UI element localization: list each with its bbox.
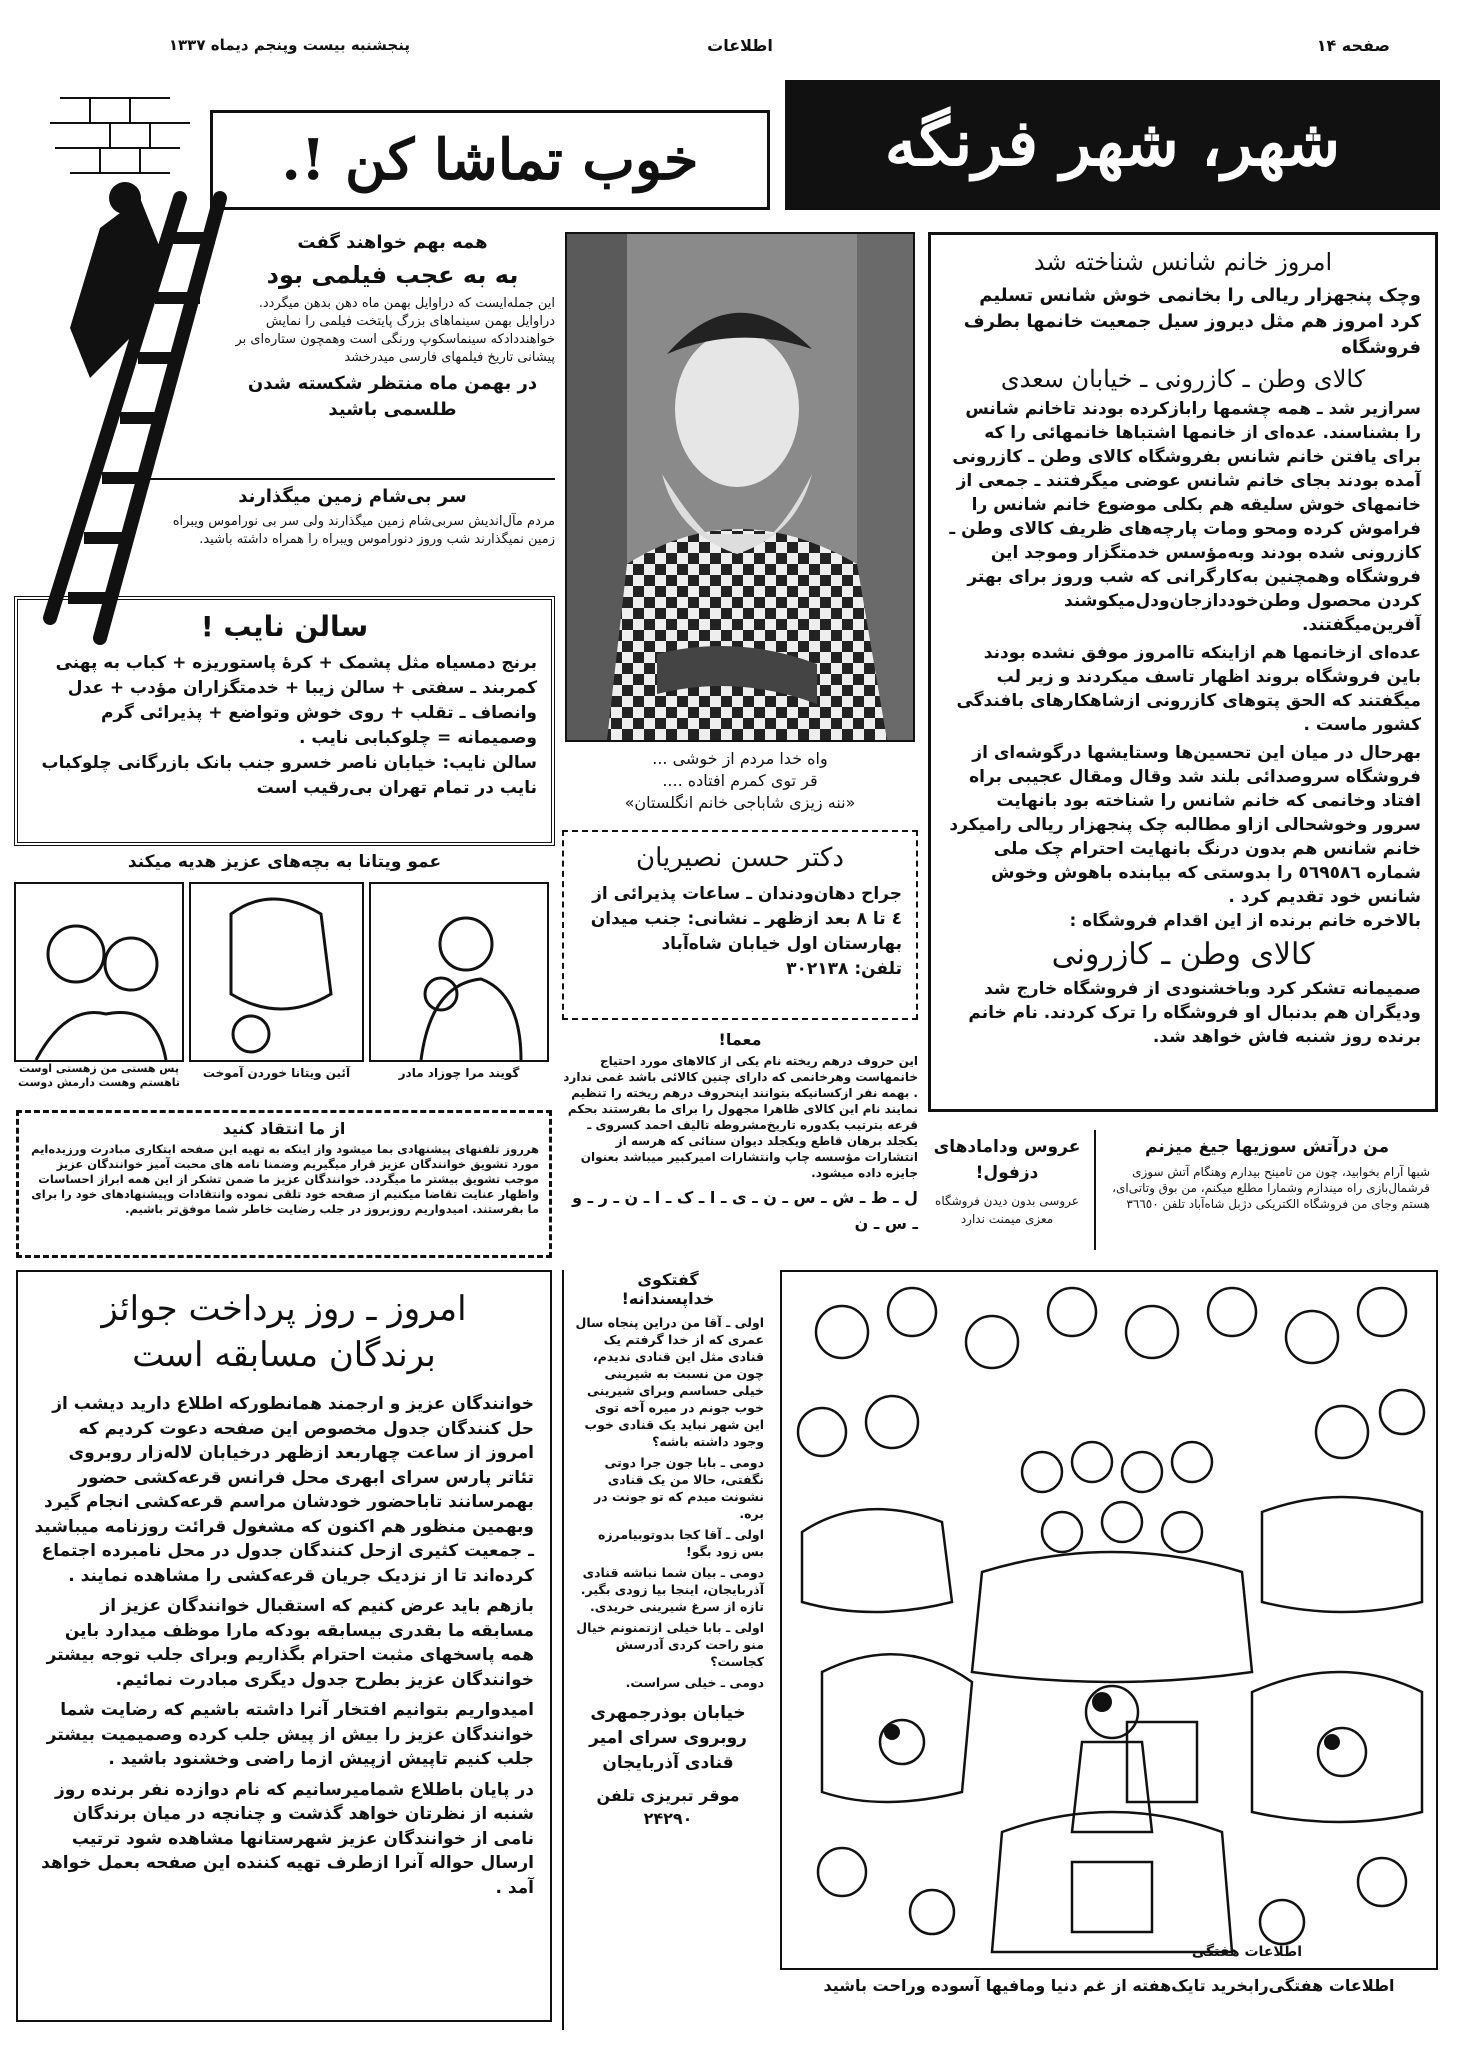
- vitana-caption-3: پس هستی من زهستی اوست تاهستم وهست دارمش دوست: [17, 1062, 181, 1089]
- vitana-caption-2: آئین ویتانا خوردن آموخت: [202, 1066, 351, 1080]
- lucky-para-2: عده‌ای ازخانمها هم ازاینکه تاامروز موفق نشده بودند باین فروشگاه بروند اظهار تاسف میکردند و زیر لب میگفتند که الحق پتوهای کازرونی ازشاهکارهای بافندگی کشور ماست .: [956, 643, 1421, 735]
- salon-title: سالن نایب !: [200, 610, 369, 643]
- lucky-lady-story: [928, 232, 1438, 1112]
- section-title-text: شهر، شهر فرنگه: [884, 106, 1341, 181]
- photo-caption-line2: قر توی کمرم افتاده ....: [662, 771, 818, 790]
- photo-caption-line3: «ننه زیزی شاباجی خانم انگلستان»: [624, 793, 856, 812]
- prize-para-3: امیدواریم بتوانیم افتخار آنرا داشته باشیم که رضایت شما خوانندگان عزیز را بیش از پیش جلب کرده وصمیمیت بیشتر جلب کنیم تاپیش ازپیش ازما راضی وخشنود باشید .: [46, 1700, 534, 1769]
- lucky-para-4: بالاخره خانم برنده از این اقدام فروشگاه :: [1069, 911, 1421, 931]
- doctor-name: دکتر حسن نصیریان: [636, 843, 844, 873]
- dinner-story: [150, 486, 555, 598]
- vitana-caption-1: گویند مرا چوزاد مادر: [398, 1066, 520, 1080]
- divider: [150, 478, 555, 480]
- film-headline: به به عجب فیلمی بود: [266, 261, 519, 289]
- doctor-phone: تلفن: ۳۰۲۱۳۸: [786, 959, 902, 979]
- salon-body: برنج دمسیاه مثل پشمک + کرهٔ پاستوریزه + کباب به پهنی کمربند ـ سفتی + سالن زیبا + خدمتگزاران مؤدب + عدل وانصاف ـ تقلب + روی خوش وتواضع + پذیرائی گرم وصمیمانه = چلوکبابی نایب .: [55, 653, 537, 748]
- salon-address: سالن نایب: خیابان ناصر خسرو جنب بانک بازرگانی چلوکباب نایب در تمام تهران بی‌رقیب است: [41, 753, 537, 798]
- dialogue-line-6: دومی ـ خیلی سراست.: [625, 1675, 764, 1690]
- dialogue-line-5: اولی ـ بابا خیلی ازتمنونم خیال منو راحت کردی آدرسش کجاست؟: [576, 1620, 764, 1669]
- lucky-para-3: بهرحال در میان این تحسین‌ها وستایشها درگوشه‌ای از فروشگاه سروصدائی بلند شد وقال ومقال عجیبی براه افتاد وخانمی که خانم شانس را شناخته بود بانهایت سرور وخوشحالی ازاو مطالبه چک پنجهزار ریالی رامیکرد خانم شانس هم بدون درنگ بانهایت احترام چک ملی شماره ٥٦٩٥٨٦ را بدوستی که بیابنده باهوش وخوش شانس خود تقدیم کرد .: [949, 743, 1421, 907]
- vitana-title: عمو ویتانا به بچه‌های عزیز هدیه میکند: [127, 852, 442, 872]
- film-story: [230, 232, 555, 462]
- film-kicker: همه بهم خواهند گفت: [297, 232, 488, 253]
- vitana-panel-1: [369, 882, 549, 1062]
- wedding-title: عروس ودامادهای دزفول!: [933, 1137, 1081, 1183]
- cartoon-caption: اطلاعات هفتگی‌رابخرید تایک‌هفته از غم دنیا ومافیها آسوده وراحت باشید: [823, 1976, 1395, 1995]
- puzzle-title: معما!: [718, 1030, 762, 1049]
- prize-headline-2: برندگان مسابقه است: [132, 1335, 436, 1375]
- doctor-body: جراح دهان‌ودندان ـ ساعات پذیرائی از ٤ تا ۸ بعد ازظهر ـ نشانی: جنب میدان بهارستان اول خیابان شاه‌آباد: [590, 884, 902, 954]
- dialogue-line-3: اولی ـ آقا کجا بدوتوبیامرزه بس زود بگو!: [597, 1527, 764, 1559]
- dialogue-address: خیابان بوذرجمهری روبروی سرای امیر قنادی آذربایجان: [589, 1703, 747, 1773]
- prize-para-4: در پایان باطلاع شمامیرسانیم که نام دوازده نفر برنده روز شنبه از نظرتان خواهد گذشت و چنانچه در میان برندگان نامی از خوانندگان عزیز شهرستانها مشاهده شود ترتیب ارسال حواله آنرا ازطرف تهیه کننده این صفحه بعمل خواهد آمد .: [41, 1779, 534, 1898]
- cartoon-sign: اطلاعات هفتگی: [1191, 1944, 1302, 1960]
- puzzle-body: این حروف درهم ریخته نام یکی از کالاهای مورد احتیاج خانمهاست وهرخانمی که دارای چنین کالائی باشد غمی ندارد . بهمه نفر ازکسانیکه بتوانند اینحروف درهم ریخته را تنظیم نمایند نام این کالای ظاهرا مجهول را برای ما بفرستند بحکم قرعه بترتیب یکدوره تاریخ‌مشروطه تالیف احمد کسروی ـ یکجلد برهان قاطع ویکجلد دیوان سنائی که هرسه از انتشارات مؤسسه چاپ وانتشارات امیرکبیر میباشد بعنوان جایزه داده میشود.: [563, 1054, 918, 1180]
- lucky-para-1: سرازیر شد ـ همه چشمها رابازکرده بودند تاخانم شانس را بشناسند. عده‌ای از خانمها اشتباها خانمهائی را که برای یافتن خانم شانس بفروشگاه کالای وطن ـ کازرونی آمده بودند بجای خانم شانس عوضی میگرفتند ـ جمعی از خانمهای خوش سلیقه هم بکلی موضوع خانم شانس را فراموش کرده ومحو ومات پارچه‌های ظریف کالای وطن ـ کازرونی شده بودند وبه‌مؤسس خدمتگزار وموجد این فروشگاه وهمچنین به‌کارگرانی که شب وروز برای بهتر کردن محصول وطن‌خوددازجان‌ودل‌میکوشند آفرین‌میگفتند.: [949, 399, 1421, 635]
- prize-para-2: بازهم باید عرض کنیم که استقبال خوانندگان عزیز از مسابقه ما بقدری بیسابقه بودکه مارا موظف میدارد باین همه پاسخهای مثبت احترام بگذاریم وبرای جلب توجه بیشتر خوانندگان عزیز بطرح جدول دیگری مبادرت نمائیم.: [46, 1596, 534, 1690]
- heater-body: شبها آرام بخوابید، چون من تامینح بیدارم وهنگام آتش سوزی قرشمال‌بازی راه میندازم وشمارا مطلع میکنم، من بوق وتاتی‌ای، هستم وجای من فروشگاه الکتریکی دژبل شاه‌آباد تلفن ۳٦٦٥٠: [1112, 1165, 1430, 1211]
- lucky-store: کالای وطن ـ کازرونی ـ خیابان سعدی: [1000, 365, 1366, 393]
- lucky-headline: امروز خانم شانس شناخته شد: [1033, 248, 1333, 276]
- doctor-ad: [562, 830, 918, 1020]
- vitana-panel-3: [14, 882, 184, 1062]
- puzzle: [562, 1030, 918, 1260]
- cartoon: [780, 1270, 1438, 1970]
- dinner-body: مردم مآل‌اندیش سربی‌شام زمین میگذارند ولی سر بی نوراموس ویبراه زمین نمیگذارند شب وروز دنوراموس ویبراه را همراه داشته باشید.: [172, 514, 555, 547]
- vitana-ad: [14, 852, 555, 1097]
- wedding-body: عروسی بدون دیدن فروشگاه معزی میمنت ندارد: [935, 1194, 1079, 1226]
- dialogue-title-2: خداپسندانه!: [621, 1289, 715, 1308]
- prize-para-1: خوانندگان عزیز و ارجمند همانطورکه اطلاع دارید دیشب از حل کنندگان جدول مخصوص این صفحه دعوت کردیم که امروز از ساعت چهاربعد ازظهر درخیابان لاله‌زار روبروی تئاتر پارس سرای ابهری محل فرانس قرعه‌کشی حضور بهمرسانند تاباحضور خودشان مراسم قرعه‌کشی انجام گیرد وبهمین منظور هم اکنون که مشغول قرائت روزنامه میباشید ـ جمعیت کثیری ازحل کنندگان جدول در محل نامبرده اجتماع کرده‌اند تا از نزدیک جریان قرعه‌کشی را مشاهده نمایند .: [34, 1394, 534, 1586]
- photo-caption-line1: واه خدا مردم از خوشی ...: [652, 749, 828, 768]
- criticism-box: [16, 1110, 552, 1258]
- lucky-para-5: صمیمانه تشکر کرد وباخشنودی از فروشگاه خارج شد ودیگران هم بدنبال او فروشگاه را ترک کردند. نام خانم برنده روز شنبه فاش خواهد شد.: [968, 979, 1421, 1047]
- prize-story: [16, 1270, 552, 2022]
- lucky-sub: وچک پنجهزار ریالی را بخانمی خوش شانس تسلیم کرد امروز هم مثل دیروز سیل جمعیت خانمها بطرف فروشگاه: [963, 285, 1421, 358]
- header-paper-name: اطلاعات: [707, 36, 773, 55]
- heater-title: من درآتش سوزیها جیغ میزنم: [1145, 1137, 1389, 1157]
- dialogue: [562, 1270, 770, 2030]
- criticism-body: هرروز تلفنهای پیشنهادی بما میشود واز اینکه به تهیه این صفحه ابتکاری مبادرت ورزیده‌ایم مورد تشویق خوانندگان عزیز قرار میگیریم وضمنا نامه های محبت آمیز خوانندگان عزیز موجب تشویق بیشتر ما میگردد. خوانندگان عزیز ما ضمن تشکر از این همه ابراز احساسات واظهار عنایت تقاضا میکنیم از صفحه خود تلقی نموده وانتقادات وپیشنهادهای خود را برای ما بفرستند. امیدواریم روزبروز در جلب رضایت خاطر شما موفق‌تر باشیم.: [31, 1142, 539, 1216]
- puzzle-letters: ل ـ ط ـ ش ـ س ـ ن ـ ی ـ ا ـ ک ـ ا ـ ن ـ ر ـ و ـ س ـ ن: [572, 1188, 918, 1233]
- dialogue-line-1: اولی ـ آقا من دراین پنجاه سال عمری که از خدا گرفتم یک قنادی مثل این قنادی ندیدم، چون من نسبت به شیرینی خیلی حساسم وبرای شیرینی خوب جونم در میره آخه توی این شهر نباید یک قنادی خوب وجود داشته باشه؟: [575, 1315, 764, 1449]
- criticism-title: از ما انتقاد کنید: [222, 1119, 346, 1138]
- lucky-store-big: کالای وطن ـ کازرونی: [1051, 937, 1315, 972]
- film-closing: در بهمن ماه منتظر شکسته شدن طلسمی باشید: [247, 373, 538, 420]
- dialogue-title-1: گفتکوی: [637, 1270, 699, 1289]
- banner-section-title: [785, 80, 1440, 210]
- wedding-ad: [928, 1130, 1086, 1250]
- dialogue-phone: موقر تبریزی تلفن ۲۴۲۹۰: [596, 1786, 740, 1828]
- salon-ad: [14, 596, 555, 846]
- header-page-number: صفحه ۱۴: [1316, 36, 1390, 55]
- slogan-text: خوب تماشا کن !.: [281, 127, 699, 193]
- header-date: پنجشنبه بیست وپنجم دیماه ۱۳۳۷: [168, 36, 410, 54]
- photo-caption: [565, 748, 915, 814]
- prize-headline-1: امروز ـ روز پرداخت جوائز: [101, 1289, 467, 1329]
- dinner-headline: سر بی‌شام زمین میگذارند: [238, 486, 467, 507]
- banner-slogan: [210, 110, 770, 210]
- heater-ad: [1094, 1130, 1438, 1250]
- dialogue-line-4: دومی ـ بیان شما نباشه قنادی آذربایجان، اینجا بیا زودی بگیر. تازه از سرغ شیرینی خریدی.: [580, 1565, 764, 1614]
- dialogue-line-2: دومی ـ بابا جون جرا دوتی نگفتی، حالا من یک قنادی نشونت میدم که تو جونت در بره.: [594, 1455, 764, 1521]
- portrait-photo: [565, 232, 915, 742]
- vitana-panel-2: [189, 882, 364, 1062]
- film-body: این جمله‌ایست که دراوایل بهمن ماه دهن بدهن میگردد. دراوایل بهمن سینماهای بزرگ پایتخت فیلمی را نمایش خواهنددادکه سینماسکوپ ورنگی است وهمچون ستاره‌ای بر پیشانی تاریخ فیلمهای فارسی میدرخشد: [235, 296, 555, 365]
